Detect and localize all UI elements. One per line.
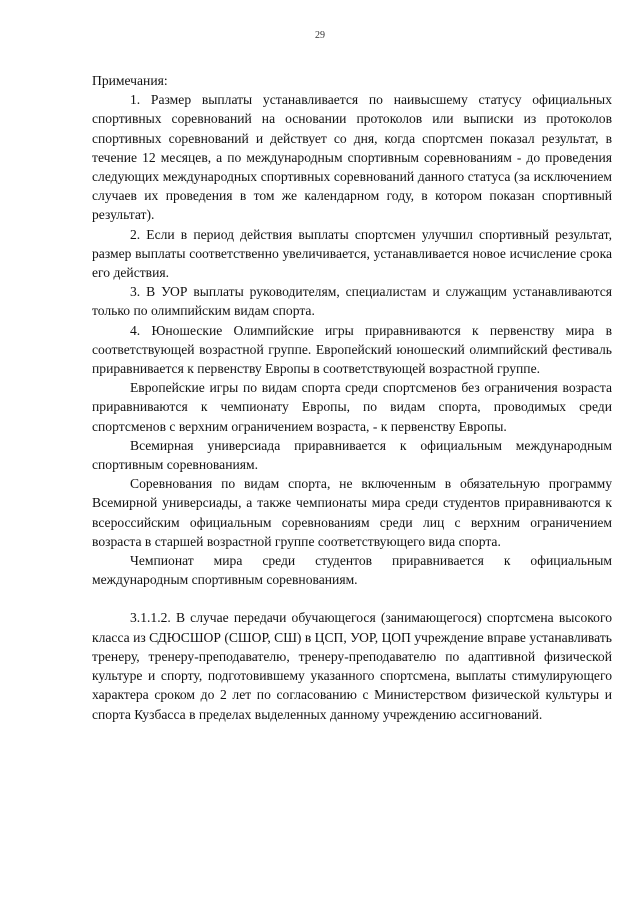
page-number: 29 [315,30,325,41]
note-paragraph-4: 4. Юношеские Олимпийские игры приравниваются к первенству мира в соответствующей возрастной группе. Европейский юношеский олимпийский фестиваль приравнивается к первенству Европы в соответствующей возрастной группе. [92,322,612,377]
note-paragraph-universiade: Всемирная универсиада приравнивается к официальным международным спортивным соревнованиям. [92,437,612,473]
note-paragraph-european-games: Европейские игры по видам спорта среди спортсменов без ограничения возраста приравниваются к чемпионату Европы, по видам спорта, проводимых среди спортсменов с верхним ограничением возраста, - к первенству Европы. [92,380,612,434]
note-paragraph-2: 2. Если в период действия выплаты спортсмен улучшил спортивный результат, размер выплаты соответственно увеличивается, устанавливается новое исчисление срока его действия. [92,226,612,281]
note-paragraph-3: 3. В УОР выплаты руководителям, специалистам и служащим устанавливаются только по олимпийским видам спорта. [92,284,612,319]
document-body [92,71,612,724]
note-paragraph-non-program-sports: Соревнования по видам спорта, не включенным в обязательную программу Всемирной универсиады, а также чемпионаты мира среди студентов приравниваются к всероссийским официальным соревнованиям среди лиц с верхним ограничением возраста в старшей возрастной группе соответствующего вида спорта. [92,476,612,549]
paragraph-gap [92,589,612,608]
note-paragraph-1: 1. Размер выплаты устанавливается по наивысшему статусу официальных спортивных соревнований на основании протоколов или выписки из протоколов спортивных соревнований и действует со дня, когда спортсмен показал результат, в течение 12 месяцев, а по международным спортивным соревнованиям - до проведения следующих международных спортивных соревнований данного статуса (за исключением случаев их проведения в том же календарном году, в котором показан спортивный результат). [92,92,612,223]
section-3-1-1-2-paragraph: 3.1.1.2. В случае передачи обучающегося (занимающегося) спортсмена высокого класса из СДЮСШОР (СШОР, СШ) в ЦСП, УОР, ЦОП учреждение вправе устанавливать тренеру, тренеру-преподавателю, тренеру-преподавателю по адаптивной физической культуре и спорту, подготовившему указанного спортсмена, выплаты стимулирующего характера сроком до 2 лет по согласованию с Министерством физической культуры и спорта Кузбасса в пределах выделенных данному учреждению ассигнований. [92,610,612,722]
notes-title: Примечания: [92,73,168,88]
note-paragraph-student-championship: Чемпионат мира среди студентов приравнивается к официальным международным спортивным соревнованиям. [92,553,612,588]
